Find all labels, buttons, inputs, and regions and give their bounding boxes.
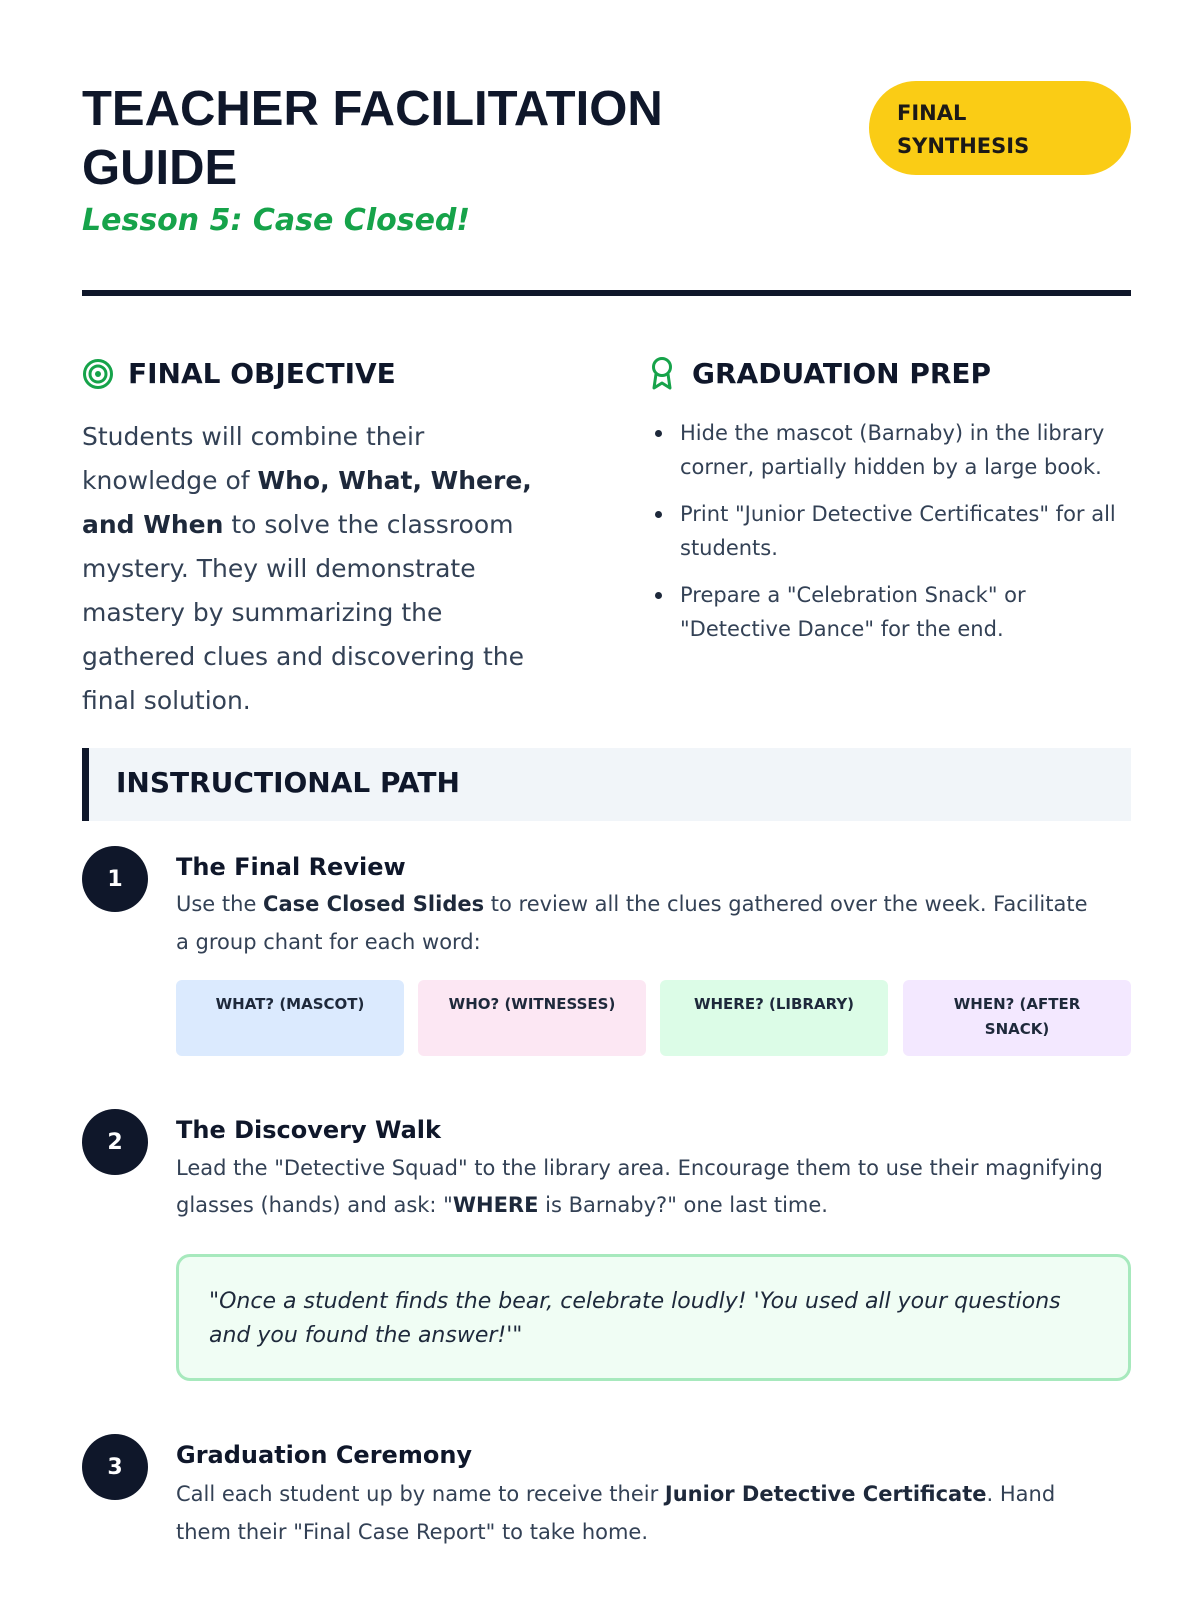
step-number-3: 3	[82, 1434, 148, 1500]
chip-who: WHO? (WITNESSES)	[418, 980, 646, 1056]
header-divider	[82, 290, 1131, 296]
page-title: TEACHER FACILITATION GUIDE	[82, 82, 663, 195]
step-3-text-start: Call each student up by name to receive their	[176, 1482, 665, 1506]
step-1-text-start: Use the	[176, 892, 264, 916]
instructional-path-banner	[82, 748, 1131, 821]
final-synthesis-badge	[869, 81, 1131, 175]
prep-heading: GRADUATION PREP	[692, 357, 992, 390]
teacher-tip-quote	[176, 1254, 1131, 1381]
prep-item: Hide the mascot (Barnaby) in the library corner, partially hidden by a large book.	[650, 416, 1130, 484]
step-3-text-bold: Junior Detective Certificate	[664, 1482, 987, 1506]
objective-text-end: to solve the classroom mystery. They will demonstrate mastery by summarizing the gathered clues and discovering the final solution.	[82, 510, 524, 715]
quote-text: "Once a student finds the bear, celebrate loudly! 'You used all your questions and you found the answer!'"	[209, 1289, 1061, 1348]
step-title-2: The Discovery Walk	[176, 1116, 441, 1144]
step-2-text-end: is Barnaby?" one last time.	[538, 1193, 828, 1217]
badge-line-2: SYNTHESIS	[897, 134, 1030, 158]
step-2-text-bold: WHERE	[452, 1193, 539, 1217]
step-text-3	[176, 1475, 1106, 1551]
step-1-text-bold: Case Closed Slides	[263, 892, 485, 916]
step-number-2: 2	[82, 1109, 148, 1175]
step-text-2	[176, 1150, 1106, 1224]
instructional-path-heading: INSTRUCTIONAL PATH	[116, 766, 460, 799]
step-number-1: 1	[82, 846, 148, 912]
prep-list	[650, 416, 1130, 659]
objective-heading: FINAL OBJECTIVE	[128, 357, 396, 390]
prep-item: Prepare a "Celebration Snack" or "Detective Dance" for the end.	[650, 578, 1130, 646]
objective-text-start: Students will combine their knowledge of	[82, 422, 425, 495]
step-1-text-end: to review all the clues gathered over the week. Facilitate a group chant for each word:	[176, 892, 1088, 954]
objective-text-bold: Who, What, Where, and When	[82, 466, 532, 539]
target-icon	[82, 358, 114, 390]
award-ribbon-icon	[650, 356, 674, 390]
step-title-1: The Final Review	[176, 853, 406, 881]
step-2-text-start: Lead the "Detective Squad" to the library area. Encourage them to use their magnifying glasses (hands) and ask: "	[176, 1156, 1103, 1217]
lesson-subtitle: Lesson 5: Case Closed!	[82, 203, 471, 238]
step-title-3: Graduation Ceremony	[176, 1441, 473, 1469]
chip-where: WHERE? (LIBRARY)	[660, 980, 888, 1056]
badge-line-1: FINAL	[897, 101, 967, 125]
objective-text	[82, 415, 562, 723]
clue-chips	[176, 980, 1131, 1056]
prep-item: Print "Junior Detective Certificates" for all students.	[650, 497, 1130, 565]
chip-what: WHAT? (MASCOT)	[176, 980, 404, 1056]
step-text-1	[176, 885, 1106, 961]
chip-when: WHEN? (AFTER SNACK)	[903, 980, 1131, 1056]
step-3-text-end: . Hand them their "Final Case Report" to take home.	[176, 1482, 1056, 1544]
